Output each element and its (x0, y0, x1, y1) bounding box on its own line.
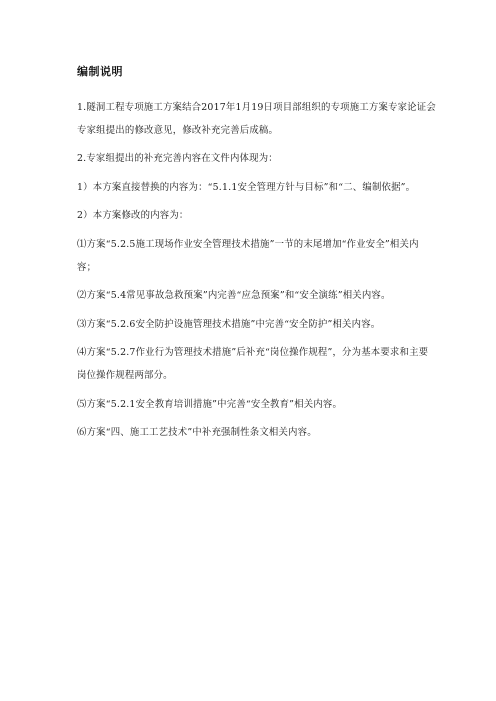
list-item-6: ⑹方案“四、施工工艺技术”中补充强制性条文相关内容。 (77, 427, 317, 439)
list-item-4: ⑷方案“5.2.7作业行为管理技术措施”后补充“岗位操作规程”，分为基本要求和主要岗位操作规程两部分。 (77, 347, 429, 381)
paragraph-intro: 1.隧洞工程专项施工方案结合2017年1月19日项目部组织的专项施工方案专家论证会专家组提出的修改意见，修改补充完善后成稿。 (77, 102, 436, 136)
paragraph-replaced-content: 1）本方案直接替换的内容为：“5.1.1安全管理方针与目标”和“二、编制依据”。 (77, 181, 416, 193)
list-item-5: ⑸方案“5.2.1安全教育培训措施”中完善“安全教育”相关内容。 (77, 398, 343, 410)
list-item-3: ⑶方案“5.2.6安全防护设施管理技术措施”中完善“安全防护”相关内容。 (77, 318, 381, 330)
paragraph-modified-content-heading: 2）本方案修改的内容为： (77, 210, 189, 222)
document-title: 编制说明 (77, 65, 123, 78)
list-item-2: ⑵方案“5.4常见事故急救预案”内完善“应急预案”和“安全演练”相关内容。 (77, 290, 391, 302)
paragraph-content-list-heading: 2.专家组提出的补充完善内容在文件内体现为： (77, 153, 278, 165)
list-item-1: ⑴方案“5.2.5施工现场作业安全管理技术措施”一节的末尾增加“作业安全”相关内容； (77, 238, 419, 273)
document-body (77, 64, 437, 445)
